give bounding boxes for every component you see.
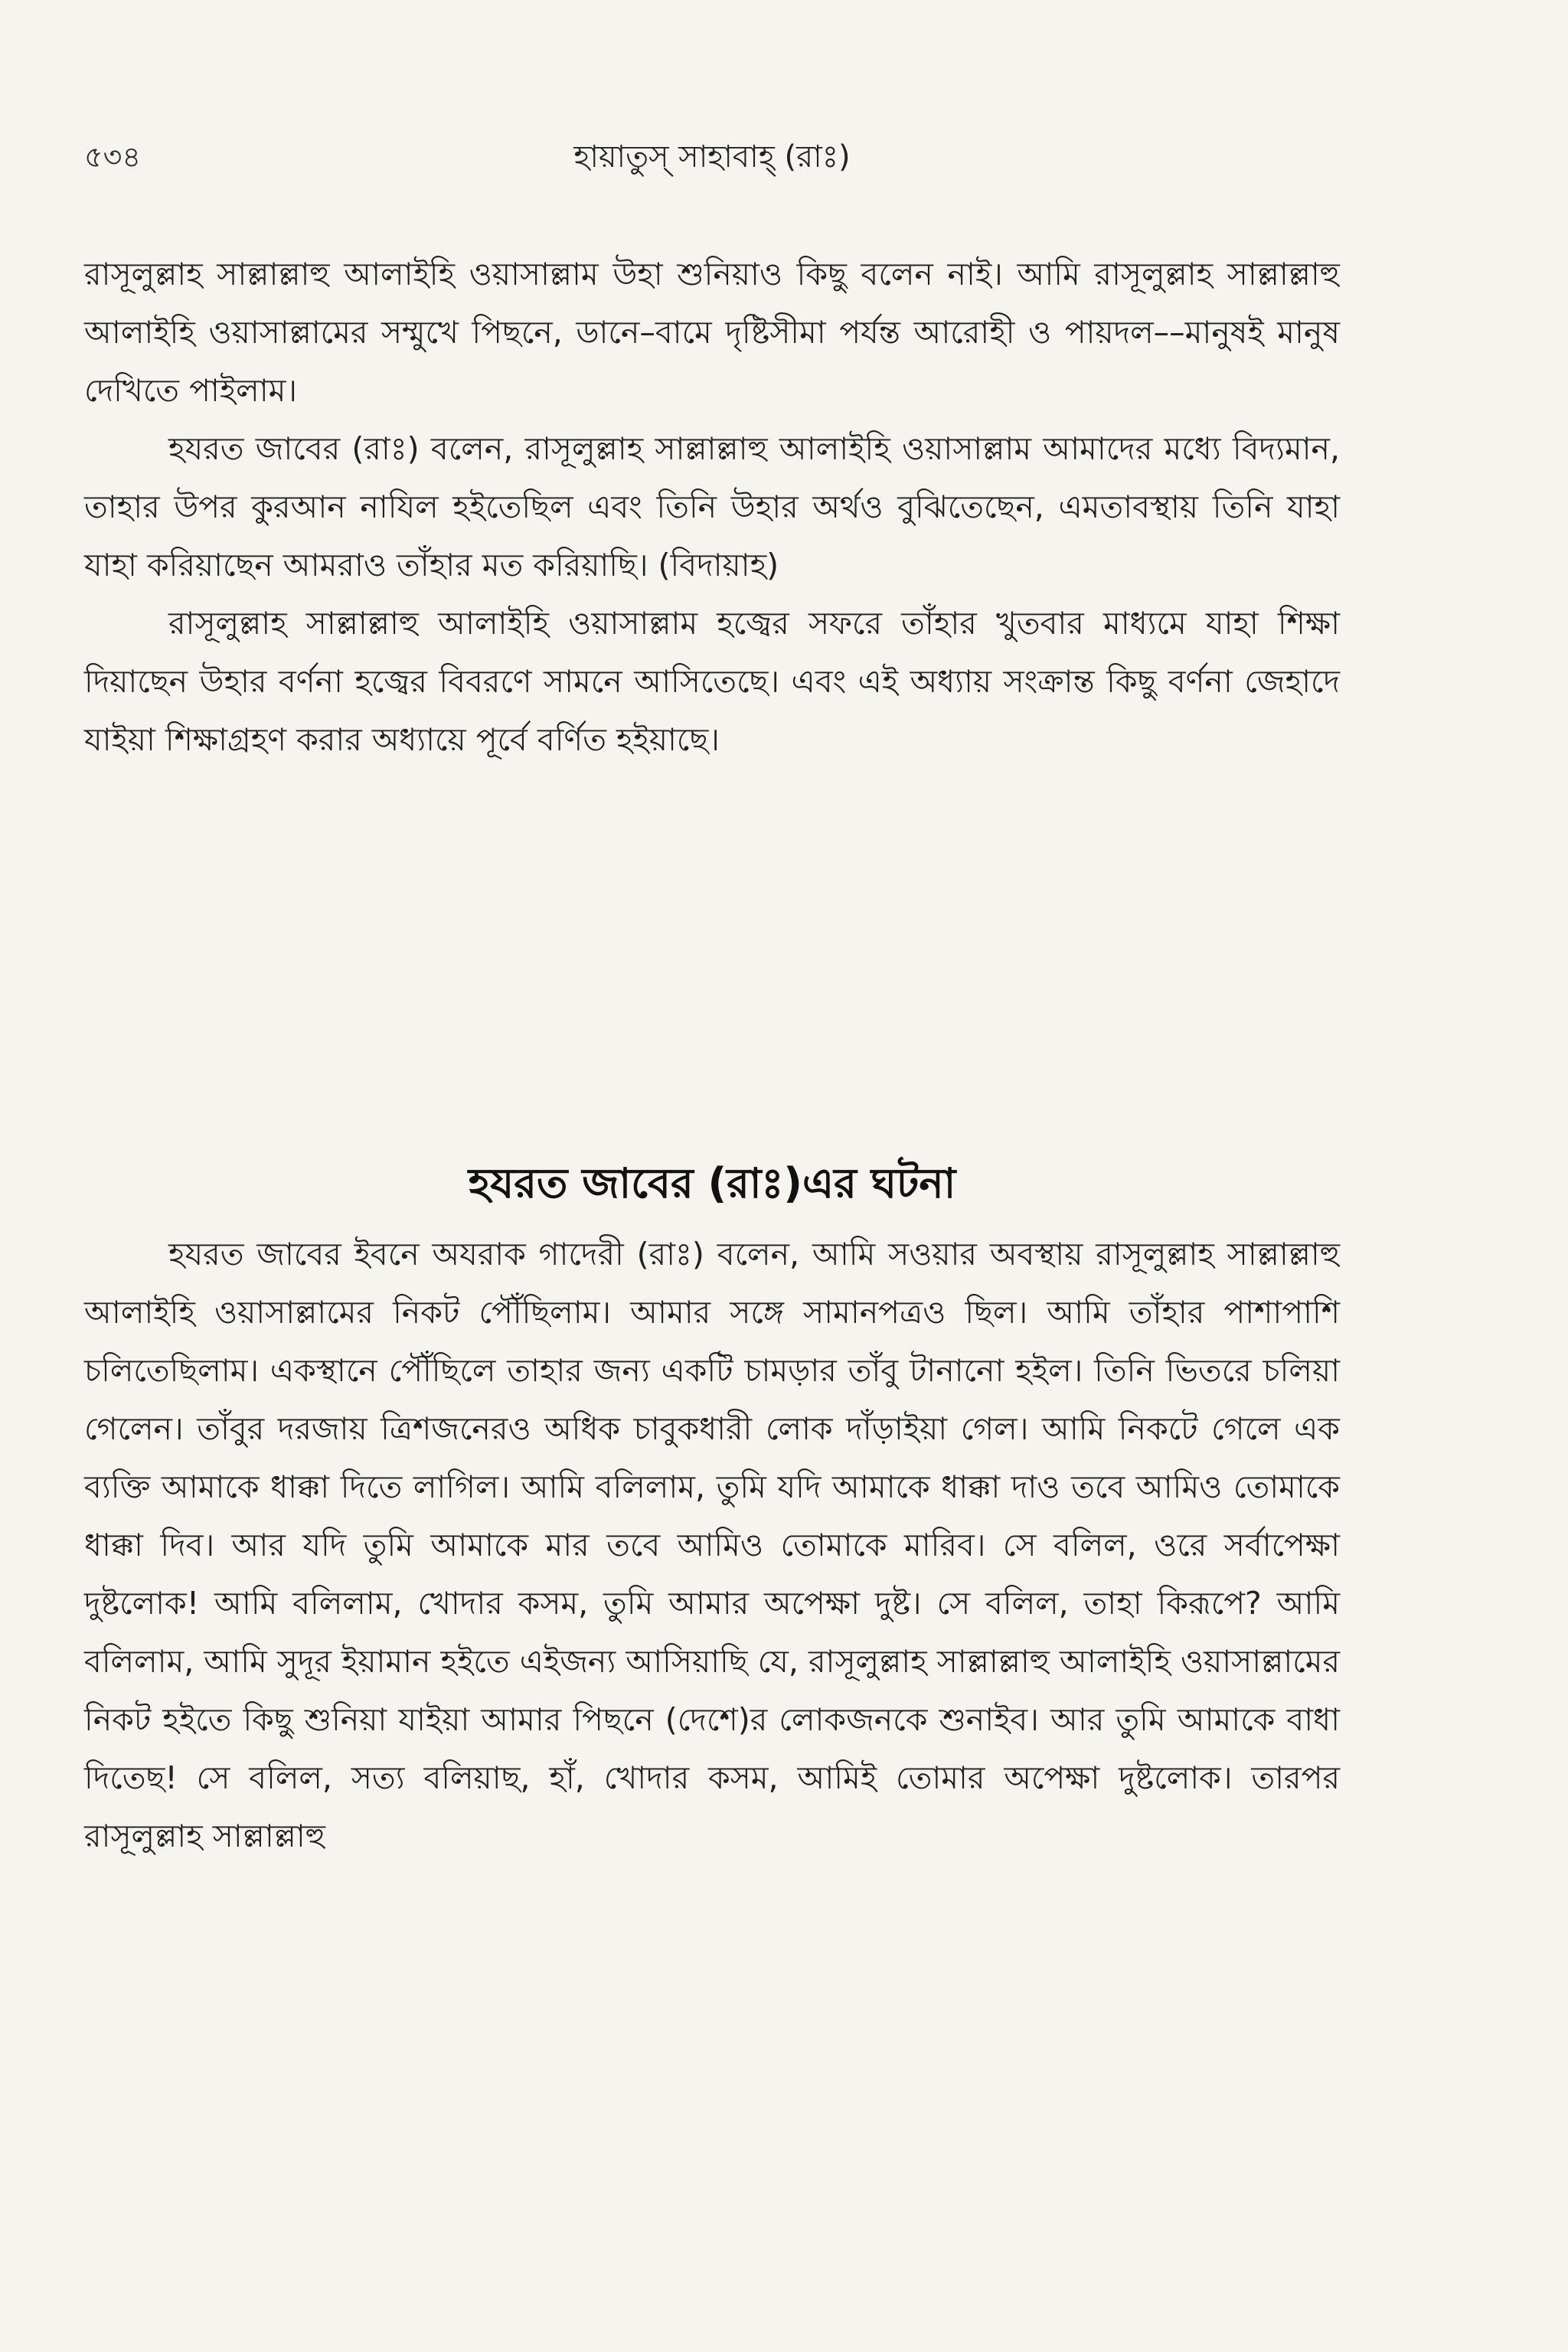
paragraph-1: রাসূলুল্লাহ সাল্লাল্লাহু আলাইহি ওয়াসাল্লাম উহা শুনিয়াও কিছু বলেন নাই। আমি রাসূলুল্লাহ সাল্লাল্লাহু আলাইহি ওয়াসাল্লামের সম্মুখে পিছনে, ডানে–বামে দৃষ্টিসীমা পর্যন্ত আরোহী ও পায়দল––মানুষই মানুষ দেখিতে পাইলাম। (84, 256, 1340, 409)
opening-section (84, 245, 1340, 769)
page-number: ৫৩৪ (84, 140, 142, 174)
jaber-incident-section (84, 1148, 1340, 1865)
running-title: হায়াতুস্ সাহাবাহ্ (রাঃ) (573, 139, 851, 175)
page-header (84, 130, 1340, 184)
paragraph-4: হযরত জাবের ইবনে অযরাক গাদেরী (রাঃ) বলেন, আমি সওয়ার অবস্থায় রাসূলুল্লাহ সাল্লাল্লাহু আলাইহি ওয়াসাল্লামের নিকট পৌঁছিলাম। আমার সঙ্গে সামানপত্রও ছিল। আমি তাঁহার পাশাপাশি চলিতেছিলাম। একস্থানে পৌঁছিলে তাহার জন্য একটি চামড়ার তাঁবু টানানো হইল। তিনি ভিতরে চলিয়া গেলেন। তাঁবুর দরজায় ত্রিশজনেরও অধিক চাবুকধারী লোক দাঁড়াইয়া গেল। আমি নিকটে গেলে এক ব্যক্তি আমাকে ধাক্কা দিতে লাগিল। আমি বলিলাম, তুমি যদি আমাকে ধাক্কা দাও তবে আমিও তোমাকে ধাক্কা দিব। আর যদি তুমি আমাকে মার তবে আমিও তোমাকে মারিব। সে বলিল, ওরে সর্বাপেক্ষা দুষ্টলোক! আমি বলিলাম, খোদার কসম, তুমি আমার অপেক্ষা দুষ্ট। সে বলিল, তাহা কিরূপে? আমি বলিলাম, আমি সুদূর ইয়ামান হইতে এইজন্য আসিয়াছি যে, রাসূলুল্লাহ সাল্লাল্লাহু আলাইহি ওয়াসাল্লামের নিকট হইতে কিছু শুনিয়া যাইয়া আমার পিছনে (দেশে)র লোকজনকে শুনাইব। আর তুমি আমাকে বাধা দিতেছ! সে বলিল, সত্য বলিয়াছ, হাঁ, খোদার কসম, আমিই তোমার অপেক্ষা দুষ্টলোক। তারপর রাসূলুল্লাহ সাল্লাল্লাহু (84, 1236, 1340, 1854)
paragraph-3: রাসূলুল্লাহ সাল্লাল্লাহু আলাইহি ওয়াসাল্লাম হজ্বের সফরে তাঁহার খুতবার মাধ্যমে যাহা শিক্ষা দিয়াছেন উহার বর্ণনা হজ্বের বিবরণে সামনে আসিতেছে। এবং এই অধ্যায় সংক্রান্ত কিছু বর্ণনা জেহাদে যাইয়া শিক্ষাগ্রহণ করার অধ্যায়ে পূর্বে বর্ণিত হইয়াছে। (84, 605, 1340, 758)
section-heading: হযরত জাবের (রাঃ)এর ঘটনা (468, 1159, 956, 1207)
paragraph-2: হযরত জাবের (রাঃ) বলেন, রাসূলুল্লাহ সাল্লাল্লাহু আলাইহি ওয়াসাল্লাম আমাদের মধ্যে বিদ্যমান, তাহার উপর কুরআন নাযিল হইতেছিল এবং তিনি উহার অর্থও বুঝিতেছেন, এমতাবস্থায় তিনি যাহা যাহা করিয়াছেন আমরাও তাঁহার মত করিয়াছি। (বিদায়াহ) (84, 430, 1340, 583)
